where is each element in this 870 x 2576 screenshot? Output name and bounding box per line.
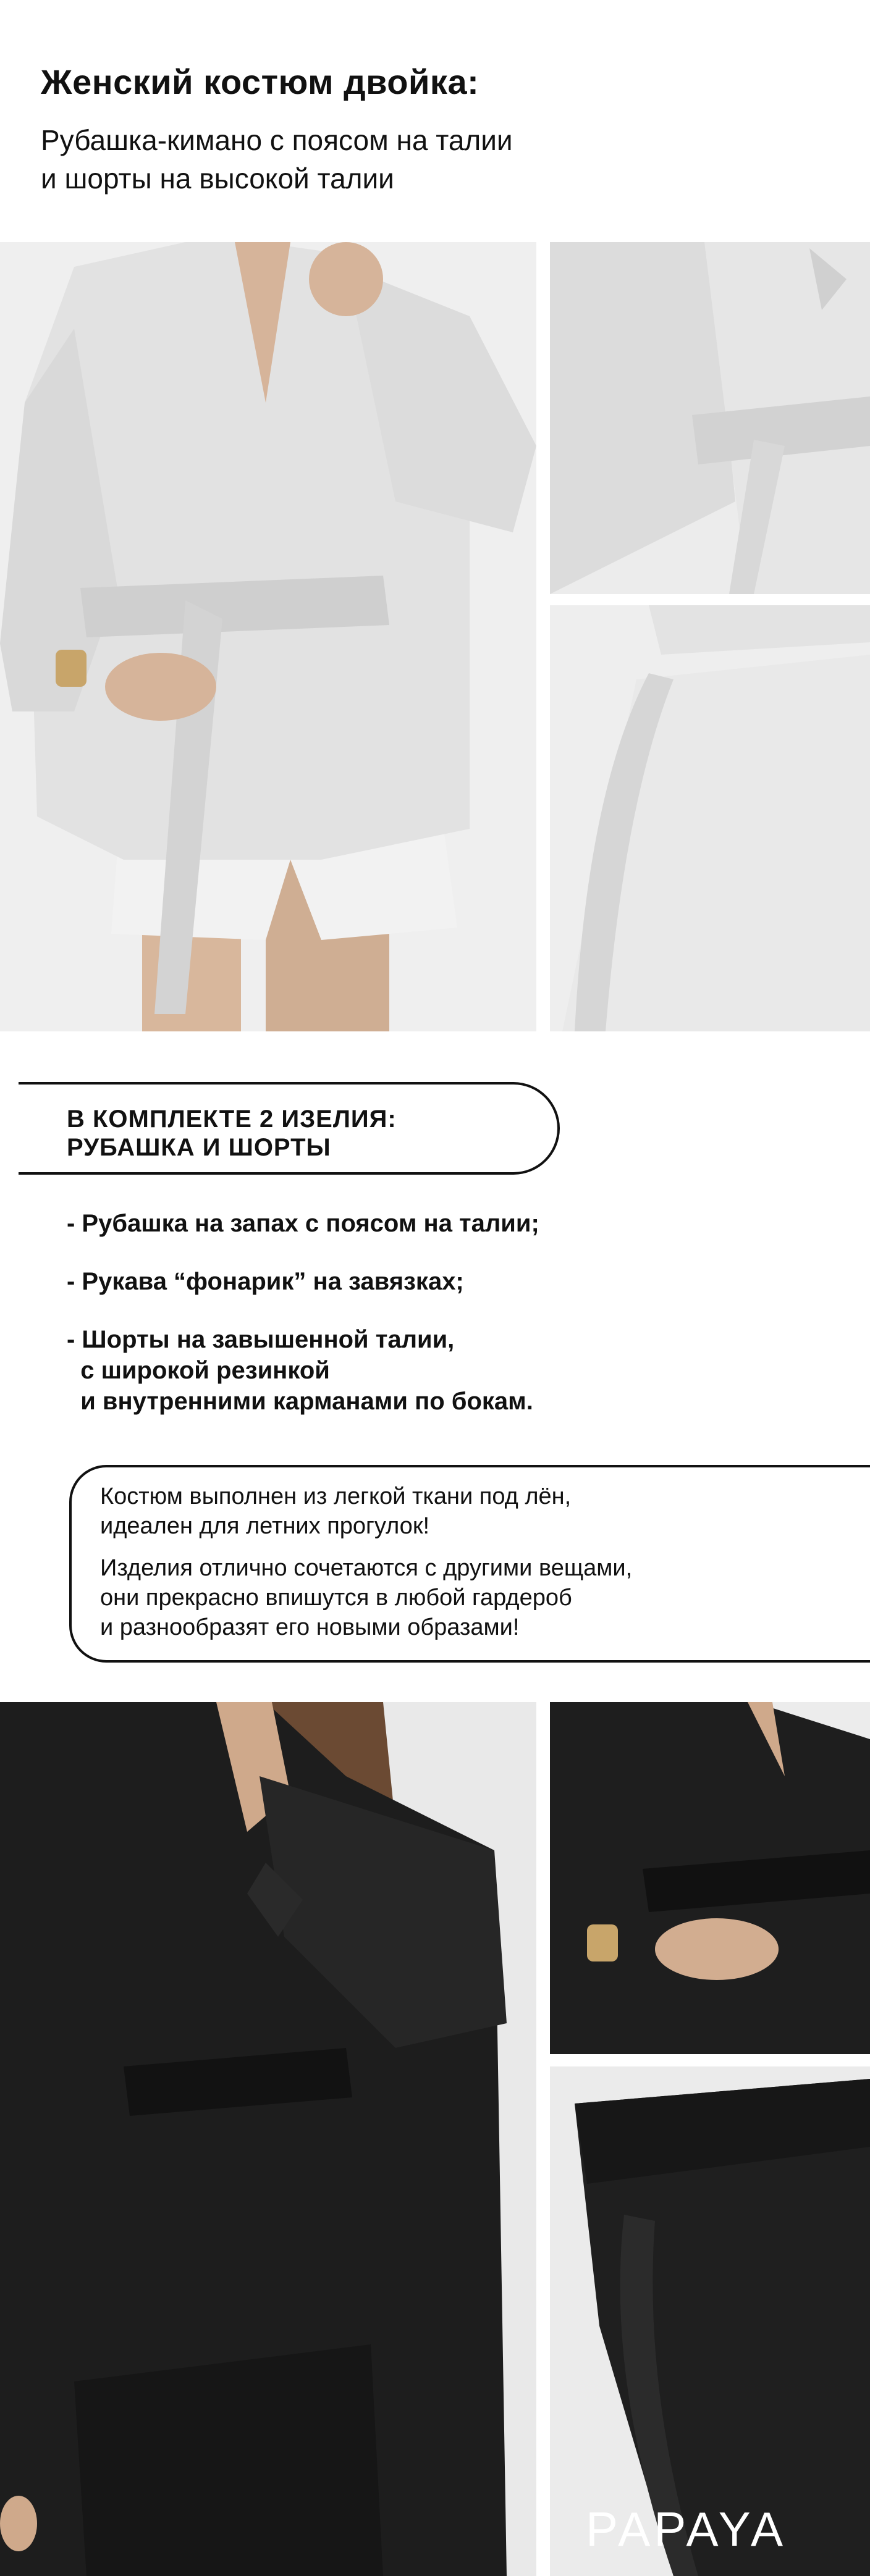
- note-p2-line-2: они прекрасно впишутся в любой гардероб: [100, 1585, 572, 1611]
- white-suit-detail-top-photo: [550, 242, 870, 594]
- note-p2-line-3: и разнообразят его новыми образами!: [100, 1614, 520, 1640]
- kit-line-1: В КОМПЛЕКТЕ 2 ИЗЕЛИЯ:: [67, 1105, 397, 1133]
- subtitle-line-1: Рубашка-кимано с поясом на талии: [41, 124, 513, 156]
- subtitle-line-2: и шорты на высокой талии: [41, 162, 394, 195]
- page-subtitle: [41, 121, 513, 198]
- page-title: Женский костюм двойка:: [41, 62, 479, 101]
- black-suit-detail-shorts-photo: [550, 2066, 870, 2576]
- feature-item-sleeves: - Рукава “фонарик” на завязках;: [67, 1268, 464, 1295]
- black-suit-detail-belt-photo: [550, 1702, 870, 2054]
- note-p2-line-1: Изделия отлично сочетаются с другими вещами,: [100, 1555, 633, 1581]
- kit-line-2: РУБАШКА И ШОРТЫ: [67, 1134, 331, 1161]
- feature-item-shirt: - Рубашка на запах с поясом на талии;: [67, 1210, 539, 1237]
- feature-item-shorts: - Шорты на завышенной талии,: [67, 1326, 455, 1353]
- feature-item-shorts-cont-1: с широкой резинкой: [67, 1357, 330, 1384]
- note-p1-line-1: Костюм выполнен из легкой ткани под лён,: [100, 1483, 572, 1509]
- note-p1-line-2: идеален для летних прогулок!: [100, 1513, 430, 1539]
- black-suit-main-photo: [0, 1702, 536, 2576]
- brand-logo: PAPAYA: [586, 2502, 787, 2556]
- white-suit-main-photo: [0, 242, 536, 1031]
- white-suit-detail-shorts-photo: [550, 605, 870, 1031]
- feature-item-shorts-cont-2: и внутренними карманами по бокам.: [67, 1388, 533, 1415]
